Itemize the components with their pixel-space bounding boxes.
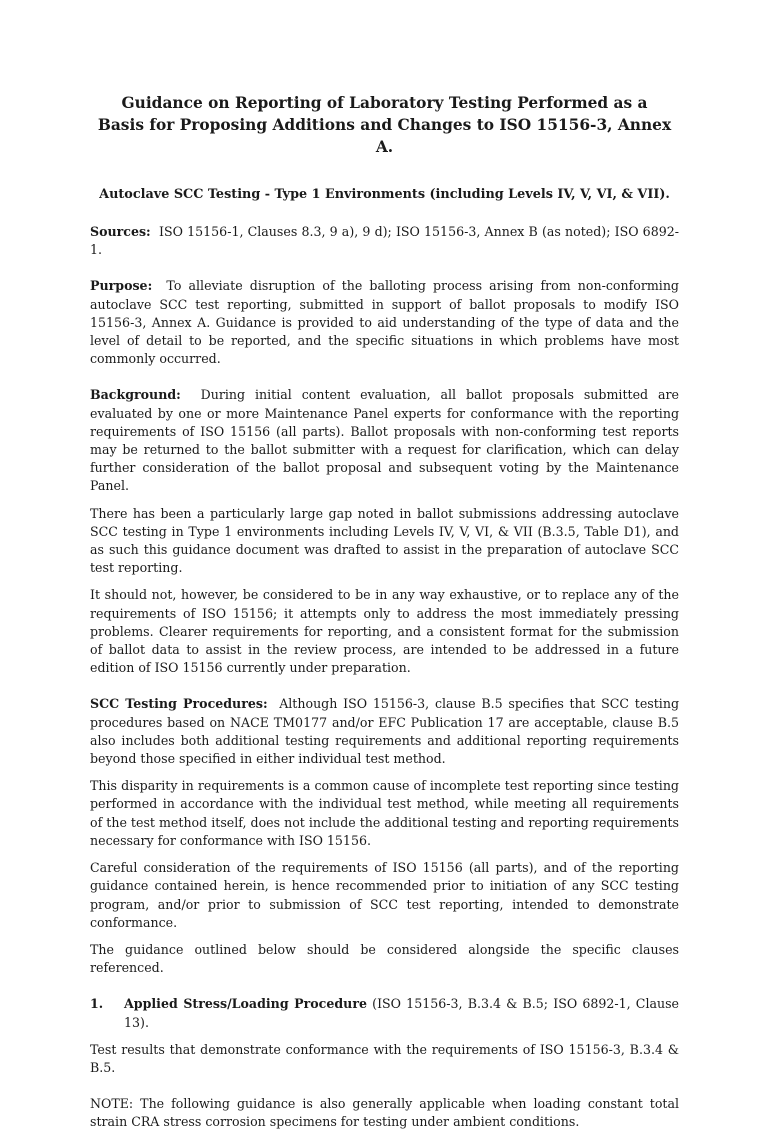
background-paragraph: [90, 386, 679, 495]
sources-text: ISO 15156-1, Clauses 8.3, 9 a), 9 d); ISO 15156-3, Annex B (as noted); ISO 6892-1.: [90, 224, 679, 258]
gap-paragraph: There has been a particularly large gap noted in ballot submissions addressing autoclave SCC testing in Type 1 environments including Levels IV, V, VI, & VII (B.3.5, Table D1), and as such this guidance document was drafted to assist in the preparation of autoclave SCC test reporting.: [90, 505, 679, 576]
purpose-label: Purpose:: [90, 278, 153, 294]
background-text: During initial content evaluation, all ballot proposals submitted are evaluated by one or more Maintenance Panel experts for conformance with the reporting requirements of ISO 15156 (all parts). Ballot proposals with non-conforming test reports may be returned to the ballot submitter with a request for clarification, which can delay further consideration of the ballot proposal and subsequent voting by the Maintenance Panel.: [90, 387, 679, 494]
section-1-number: 1.: [90, 996, 104, 1012]
scc-procedures-paragraph: [90, 695, 679, 768]
sources-label: Sources:: [90, 224, 151, 239]
section-1-ref: (ISO 15156-3, B.3.4 & B.5; ISO 6892-1, Clause 13).: [124, 996, 680, 1030]
note-paragraph: NOTE: The following guidance is also generally applicable when loading constant total strain CRA stress corrosion specimens for testing under ambient conditions.: [90, 1096, 679, 1130]
purpose-text: To alleviate disruption of the balloting process arising from non-conforming autoclave SCC test reporting, submitted in support of ballot proposals to modify ISO 15156-3, Annex A. Guidance is provided to aid understanding of the type of data and the level of detail to be reported, and the specific situations in which problems have most commonly occurred.: [90, 278, 679, 367]
background-label: Background:: [90, 387, 181, 403]
disparity-paragraph: This disparity in requirements is a common cause of incomplete test reporting since testing performed in accordance with the individual test method, while meeting all requirements of the test method itself, does not include the additional testing and reporting requirements necessary for conformance with ISO 15156.: [90, 778, 679, 848]
scc-procedures-text: Although ISO 15156-3, clause B.5 specifies that SCC testing procedures based on NACE TM0177 and/or EFC Publication 17 are acceptable, clause B.5 also includes both additional testing requirements and additional reporting requirements beyond those specified in either individual test method.: [90, 696, 680, 767]
title-line-1: Guidance on Reporting of Laboratory Testing Performed as a: [121, 94, 648, 112]
section-1-heading: [90, 995, 679, 1031]
purpose-paragraph: [90, 277, 679, 368]
results-paragraph: Test results that demonstrate conformance with the requirements of ISO 15156-3, B.3.4 & B.5.: [90, 1041, 679, 1075]
outlined-paragraph: The guidance outlined below should be considered alongside the specific clauses referenced.: [90, 941, 679, 976]
section-1-text: [124, 995, 679, 1031]
scc-procedures-label: SCC Testing Procedures:: [90, 696, 268, 712]
section-1-title: Applied Stress/Loading Procedure: [124, 996, 367, 1012]
title-line-2: Basis for Proposing Additions and Changes to ISO 15156-3, Annex A.: [97, 116, 672, 156]
careful-paragraph: Careful consideration of the requirements of ISO 15156 (all parts), and of the reporting guidance contained herein, is hence recommended prior to initiation of any SCC testing program, and/or prior to submission of SCC test reporting, intended to demonstrate conformance.: [90, 860, 679, 930]
document-subtitle: Autoclave SCC Testing - Type 1 Environments (including Levels IV, V, VI, & VII).: [99, 187, 670, 202]
sources-paragraph: [90, 223, 679, 259]
exhaustive-paragraph: It should not, however, be considered to be in any way exhaustive, or to replace any of the requirements of ISO 15156; it attempts only to address the most immediately pressing problems. Clearer requirements for reporting, and a consistent format for the submission of ballot data to assist in the review process, are intended to be addressed in a future edition of ISO 15156 currently under preparation.: [90, 587, 679, 676]
document-title: [90, 92, 679, 158]
